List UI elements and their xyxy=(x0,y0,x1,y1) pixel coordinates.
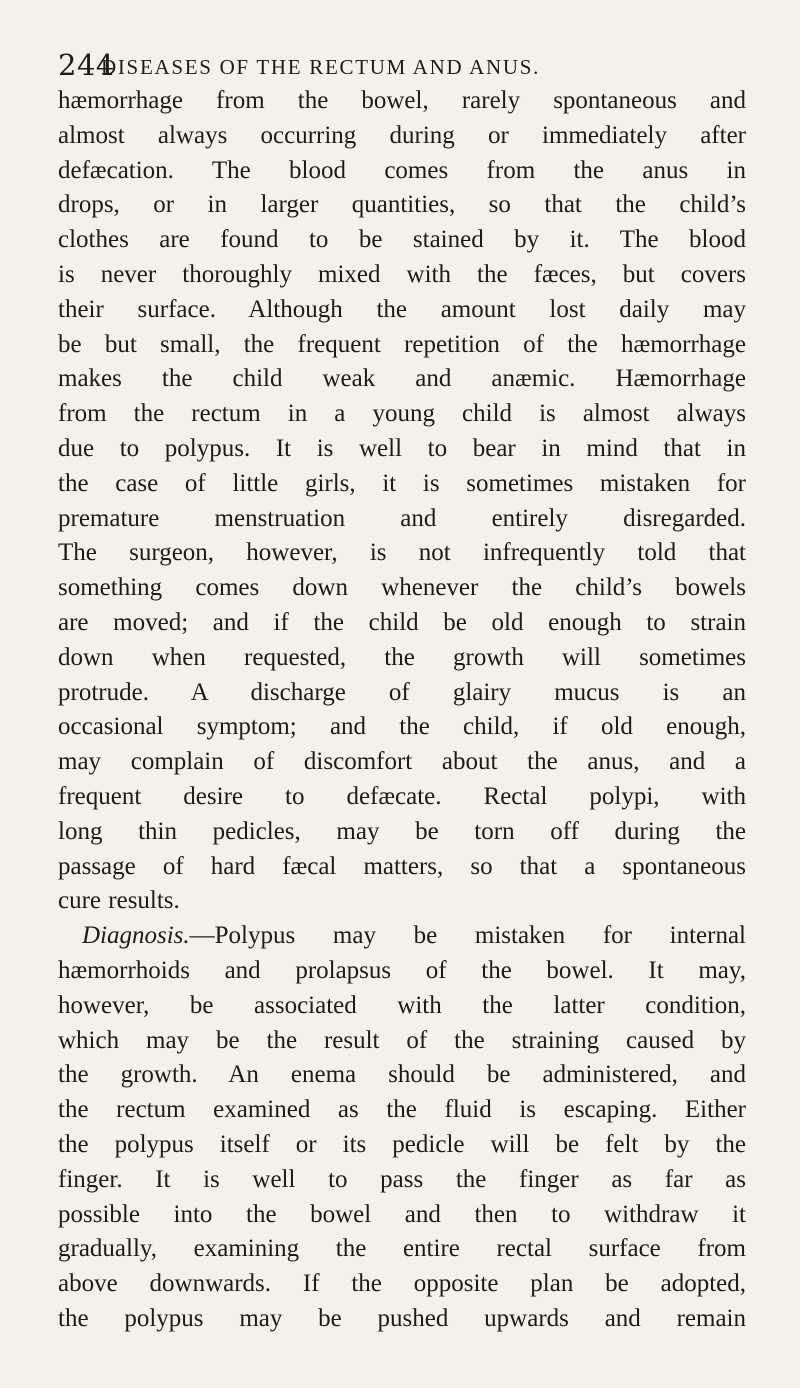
text-line: The surgeon, however, is not infrequently told that xyxy=(58,539,746,567)
text-line: is never thoroughly mixed with the fæces, but covers xyxy=(58,260,746,288)
body-text xyxy=(58,84,746,1337)
text-line: frequent desire to defæcate. Rectal polypi, with xyxy=(58,782,746,810)
text-line: the polypus may be pushed upwards and remain xyxy=(58,1304,746,1332)
text-line: above downwards. If the opposite plan be adopted, xyxy=(58,1270,746,1298)
text-line: defæcation. The blood comes from the anus in xyxy=(58,156,746,184)
page-number: 244 xyxy=(58,48,115,82)
text-line: something comes down whenever the child’s bowels xyxy=(58,574,746,602)
text-line: hæmorrhoids and prolapsus of the bowel. It may, xyxy=(58,956,746,984)
text-line: may complain of discomfort about the anus, and a xyxy=(58,748,746,776)
running-title: DISEASES OF THE RECTUM AND ANUS. xyxy=(101,55,541,79)
text-line: the rectum examined as the fluid is escaping. Either xyxy=(58,1096,746,1124)
text-line: from the rectum in a young child is almost always xyxy=(58,400,746,428)
paragraph-2 xyxy=(58,919,746,1337)
text-line: down when requested, the growth will sometimes xyxy=(58,643,746,671)
running-head xyxy=(58,48,678,84)
text-line: passage of hard fæcal matters, so that a spontaneous xyxy=(58,852,746,880)
text-line: clothes are found to be stained by it. The blood xyxy=(58,226,746,254)
paragraph-1 xyxy=(58,84,746,919)
text-line: almost always occurring during or immediately after xyxy=(58,121,746,149)
text-line: drops, or in larger quantities, so that the child’s xyxy=(58,191,746,219)
text-line: premature menstruation and entirely disregarded. xyxy=(58,504,746,532)
text-line: are moved; and if the child be old enough to strain xyxy=(58,608,746,636)
text-line: gradually, examining the entire rectal surface from xyxy=(58,1235,746,1263)
text-line: finger. It is well to pass the finger as far as xyxy=(58,1165,746,1193)
text-line: protrude. A discharge of glairy mucus is an xyxy=(58,678,746,706)
text-line: cure results. xyxy=(58,887,180,915)
text-line: which may be the result of the straining caused by xyxy=(58,1026,746,1054)
text-line: however, be associated with the latter condition, xyxy=(58,991,746,1019)
text-line: the case of little girls, it is sometimes mistaken for xyxy=(58,469,746,497)
text-line-rest: —Polypus may be mistaken for internal xyxy=(189,922,746,950)
text-line: the polypus itself or its pedicle will be felt by the xyxy=(58,1130,746,1158)
text-line: possible into the bowel and then to withdraw it xyxy=(58,1200,746,1228)
text-line: due to polypus. It is well to bear in mind that in xyxy=(58,434,746,462)
text-line: their surface. Although the amount lost daily may xyxy=(58,295,746,323)
text-line: occasional symptom; and the child, if old enough, xyxy=(58,713,746,741)
text-line: long thin pedicles, may be torn off during the xyxy=(58,817,746,845)
text-line: be but small, the frequent repetition of the hæmorrhage xyxy=(58,330,746,358)
text-line xyxy=(58,919,746,954)
text-line: hæmorrhage from the bowel, rarely spontaneous and xyxy=(58,87,746,114)
diagnosis-heading: Diagnosis. xyxy=(82,922,190,950)
text-line: makes the child weak and anæmic. Hæmorrhage xyxy=(58,365,746,393)
text-line: the growth. An enema should be administered, and xyxy=(58,1061,746,1089)
